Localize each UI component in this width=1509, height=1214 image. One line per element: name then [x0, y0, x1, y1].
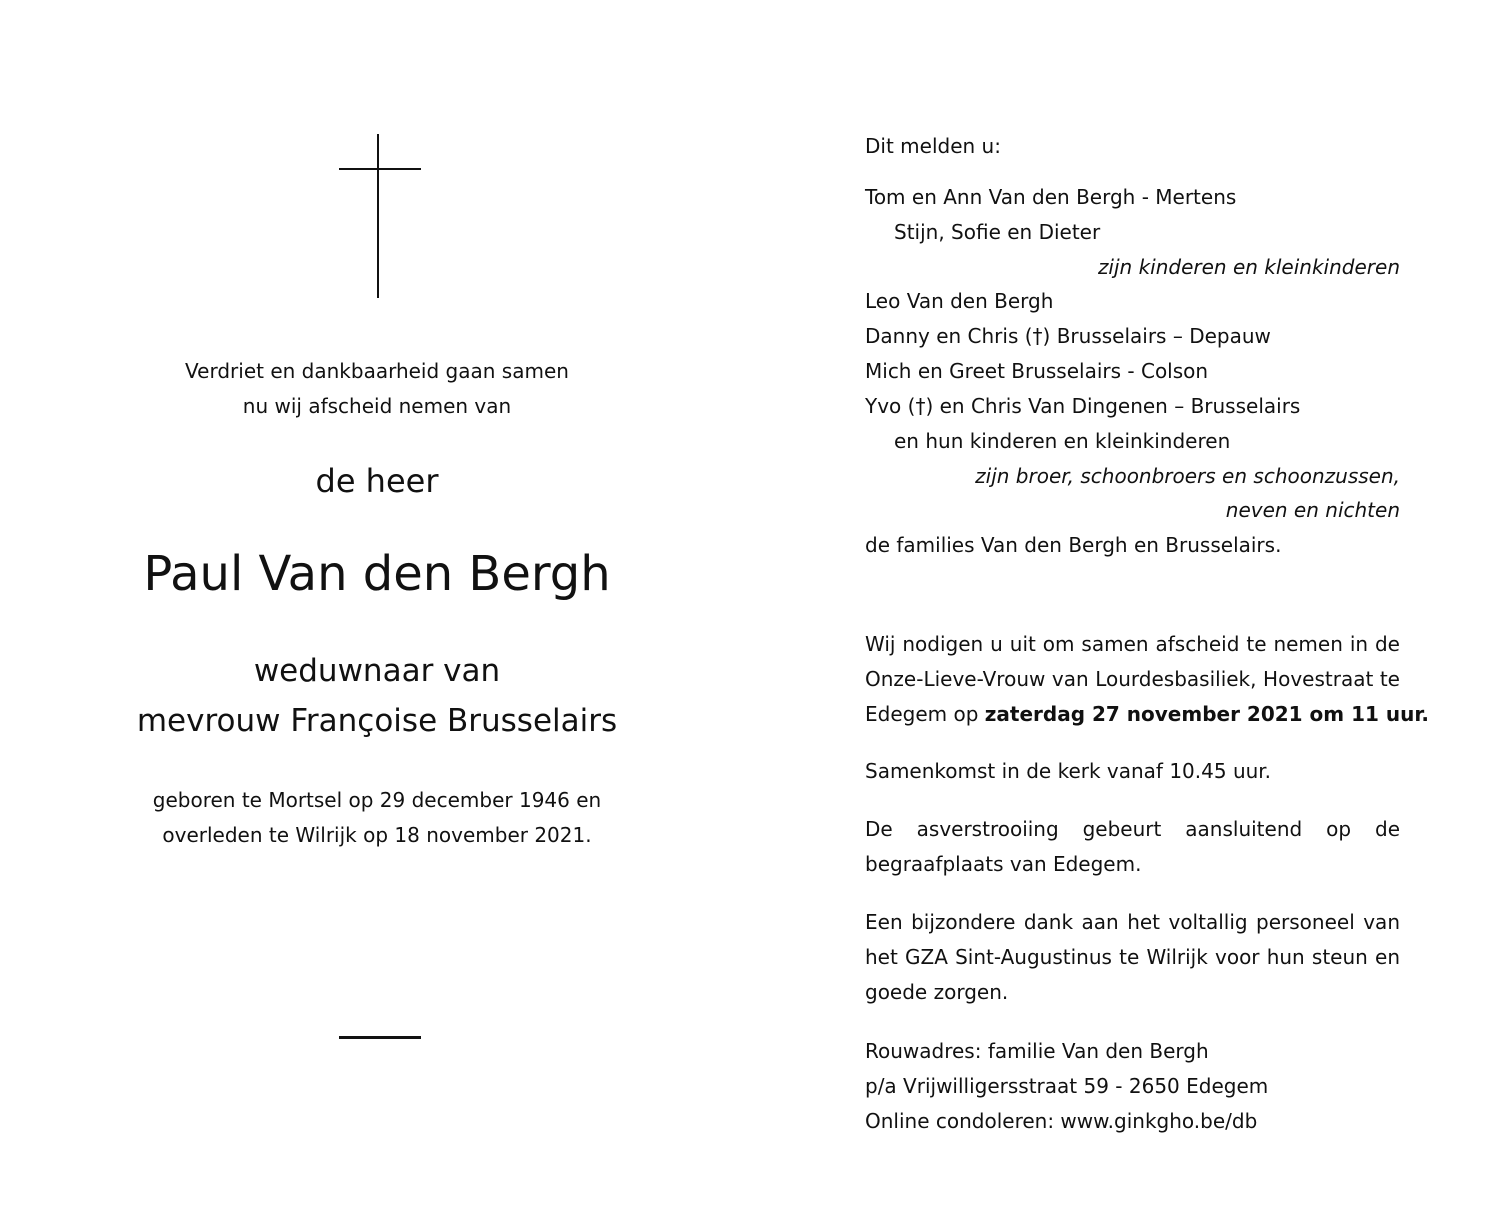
family-relation-3: neven en nichten — [1225, 498, 1400, 522]
service-line-3-prefix: Edegem op — [865, 702, 985, 726]
thanks-line-3: goede zorgen. — [865, 980, 1009, 1004]
intro-line-1: Verdriet en dankbaarheid gaan samen — [185, 359, 569, 383]
scattering-line-2: begraafplaats van Edegem. — [865, 852, 1142, 876]
intro-text — [60, 354, 694, 424]
widow-line-1: weduwnaar van — [253, 653, 501, 689]
family-line-8: en hun kinderen en kleinkinderen — [894, 429, 1231, 453]
family-relation-1: zijn kinderen en kleinkinderen — [1097, 255, 1400, 279]
contact-line-2: p/a Vrijwilligersstraat 59 - 2650 Edegem — [865, 1074, 1269, 1098]
family-line-4: Leo Van den Bergh — [865, 289, 1054, 313]
right-panel — [865, 0, 1429, 1214]
widow-line-2: mevrouw Françoise Brusselairs — [136, 703, 618, 739]
family-relation-2: zijn broer, schoonbroers en schoonzussen, — [975, 464, 1400, 488]
gathering-text: Samenkomst in de kerk vanaf 10.45 uur. — [865, 759, 1272, 783]
service-line-3 — [865, 697, 1429, 732]
announcement: Dit melden u: — [865, 134, 1001, 158]
thanks-line-2: het GZA Sint-Augustinus te Wilrijk voor hun steun en — [865, 945, 1400, 969]
scattering-line-1: De asverstrooiing gebeurt aansluitend op de — [865, 817, 1400, 841]
family-line-5: Danny en Chris (†) Brusselairs – Depauw — [865, 324, 1271, 348]
family-line-7: Yvo (†) en Chris Van Dingenen – Brusselairs — [865, 394, 1301, 418]
birth-line: geboren te Mortsel op 29 december 1946 en — [152, 788, 602, 812]
service-line-2: Onze-Lieve-Vrouw van Lourdesbasiliek, Hovestraat te — [865, 667, 1400, 691]
family-line-6: Mich en Greet Brusselairs - Colson — [865, 359, 1209, 383]
closing-divider — [339, 1036, 421, 1039]
intro-line-2: nu wij afscheid nemen van — [242, 394, 512, 418]
life-dates — [60, 783, 694, 853]
widow-text — [60, 646, 694, 746]
title-text: de heer — [315, 462, 439, 500]
death-line: overleden te Wilrijk op 18 november 2021. — [162, 823, 592, 847]
family-line-11: de families Van den Bergh en Brusselairs. — [865, 533, 1282, 557]
thanks-line-1: Een bijzondere dank aan het voltallig personeel van — [865, 910, 1400, 934]
family-line-2: Stijn, Sofie en Dieter — [894, 220, 1101, 244]
service-line-1: Wij nodigen u uit om samen afscheid te nemen in de — [865, 632, 1400, 656]
family-line-1: Tom en Ann Van den Bergh - Mertens — [865, 185, 1237, 209]
deceased-name: Paul Van den Bergh — [143, 546, 611, 602]
cross-icon-horizontal — [339, 168, 421, 170]
contact-line-1: Rouwadres: familie Van den Bergh — [865, 1039, 1209, 1063]
contact-line-3: Online condoleren: www.ginkgho.be/db — [865, 1109, 1258, 1133]
cross-icon-vertical — [377, 134, 379, 298]
service-date-time: zaterdag 27 november 2021 om 11 uur. — [984, 702, 1429, 726]
